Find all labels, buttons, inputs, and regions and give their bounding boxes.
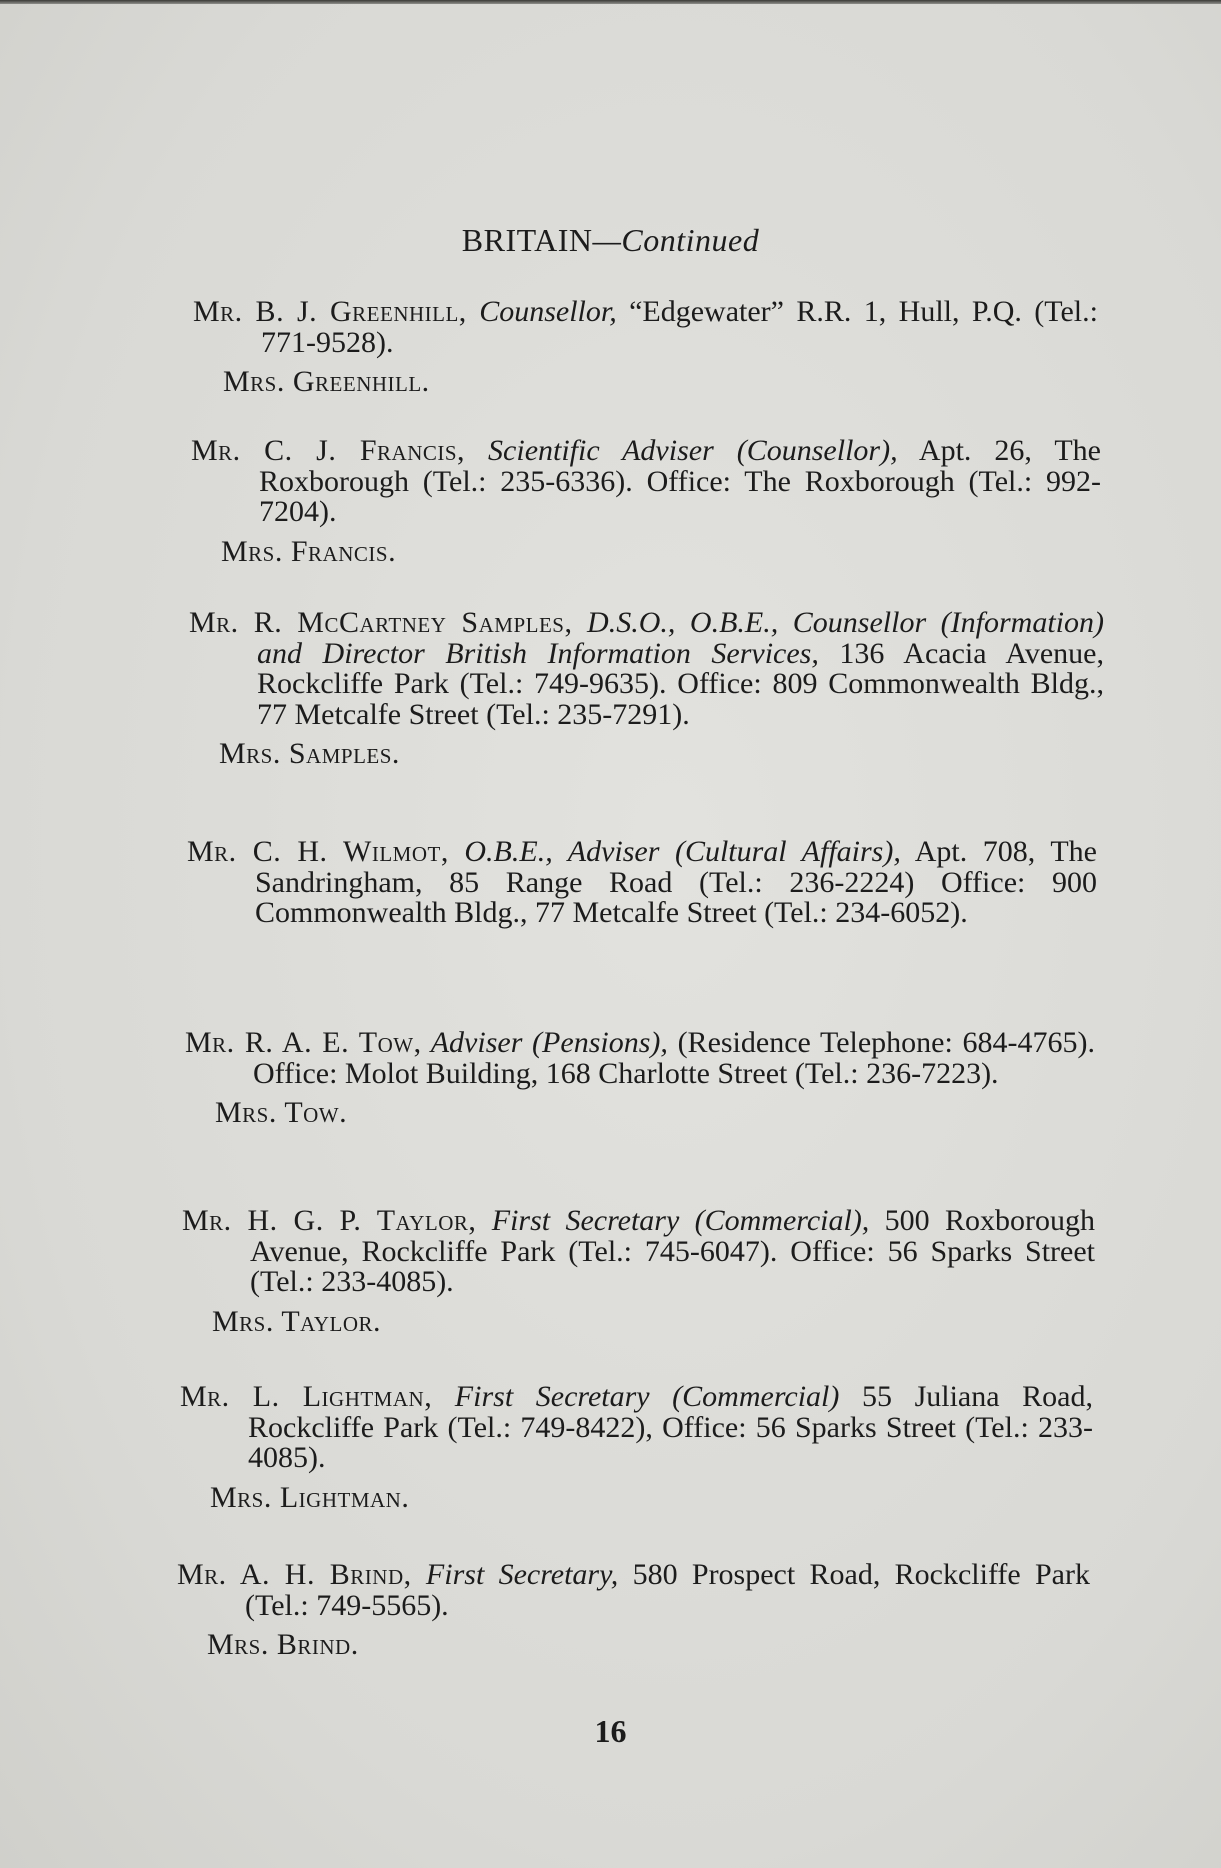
entry-details: 136 Acacia Avenue, Rockcliffe Park (Tel.: 749-9635). Office: 809 Commonwealth Bldg., 77 Metcalfe Street (Tel.: 235-7291).	[257, 636, 1104, 731]
entry-name: Mr. A. H. Brind,	[177, 1558, 412, 1591]
entry-name: Mr. R. McCartney Samples,	[189, 606, 573, 639]
entry-title: D.S.O., O.B.E., Counsellor (Information) and Director British Information Services,	[257, 606, 1104, 670]
heading-country: BRITAIN	[461, 222, 593, 258]
entry-details: Apt. 26, The Roxborough (Tel.: 235-6336). Office: The Roxborough (Tel.: 992-7204).	[259, 434, 1101, 528]
entry-text	[191, 436, 1101, 528]
entry-details: “Edgewater” R.R. 1, Hull, P.Q. (Tel.: 771-9528).	[261, 295, 1098, 359]
entry-details: (Residence Telephone: 684-4765). Office: Molot Building, 168 Charlotte Street (Tel.: 236-7223).	[253, 1026, 1096, 1090]
entry-name: Mr. C. H. Wilmot,	[187, 835, 449, 868]
entry-text	[189, 608, 1104, 730]
entry-name: Mr. B. J. Greenhill,	[193, 295, 467, 328]
entry-details: 500 Roxborough Avenue, Rockcliffe Park (Tel.: 745-6047). Office: 56 Sparks Street (Tel.: 233-4085).	[250, 1204, 1095, 1298]
entry-title: First Secretary (Commercial)	[432, 1380, 840, 1413]
entry-title: Scientific Adviser (Counsellor),	[465, 434, 898, 467]
entry-spouse: Mrs. Tow.	[215, 1096, 348, 1129]
entry-text	[177, 1560, 1090, 1621]
entry-title: O.B.E., Adviser (Cultural Affairs),	[448, 835, 901, 868]
entry-name: Mr. C. J. Francis,	[191, 434, 466, 467]
entry-text	[182, 1206, 1095, 1298]
entry-spouse: Mrs. Samples.	[219, 737, 400, 770]
entry-name: Mr. R. A. E. Tow,	[185, 1026, 422, 1059]
directory-entry	[187, 837, 1097, 929]
section-heading	[0, 222, 1221, 259]
entry-details: 580 Prospect Road, Rockcliffe Park (Tel.: 749-5565).	[245, 1558, 1090, 1622]
directory-entry	[191, 436, 1101, 570]
entry-spouse: Mrs. Greenhill.	[223, 365, 430, 398]
entry-title: First Secretary (Commercial),	[476, 1204, 870, 1237]
entry-spouse: Mrs. Taylor.	[212, 1304, 382, 1338]
entry-title: Adviser (Pensions),	[421, 1026, 668, 1059]
entry-name: Mr. L. Lightman,	[180, 1380, 433, 1413]
directory-entry	[185, 1028, 1095, 1131]
entry-text	[180, 1382, 1093, 1474]
directory-entry	[182, 1206, 1095, 1340]
page-top-edge	[0, 0, 1221, 4]
entry-spouse: Mrs. Francis.	[221, 534, 397, 568]
entry-text	[193, 297, 1098, 358]
directory-entry	[177, 1560, 1090, 1663]
page-number: 16	[594, 1713, 627, 1749]
entry-title: First Secretary,	[411, 1558, 619, 1591]
directory-entry	[193, 297, 1098, 400]
directory-entry	[189, 608, 1104, 772]
heading-continued: —Continued	[592, 222, 760, 258]
entry-spouse: Mrs. Lightman.	[210, 1480, 410, 1514]
entry-spouse: Mrs. Brind.	[207, 1628, 359, 1661]
entry-text	[185, 1028, 1095, 1089]
entry-title: Counsellor,	[466, 295, 617, 328]
entry-text	[187, 837, 1097, 929]
entry-name: Mr. H. G. P. Taylor,	[182, 1204, 477, 1237]
entry-details: Apt. 708, The Sandringham, 85 Range Road (Tel.: 236-2224) Office: 900 Commonwealth Bldg., 77 Metcalfe Street (Tel.: 234-6052).	[255, 835, 1097, 929]
entry-details: 55 Juliana Road, Rockcliffe Park (Tel.: 749-8422), Office: 56 Sparks Street (Tel.: 233-4085).	[248, 1380, 1093, 1474]
directory-entry	[180, 1382, 1093, 1516]
